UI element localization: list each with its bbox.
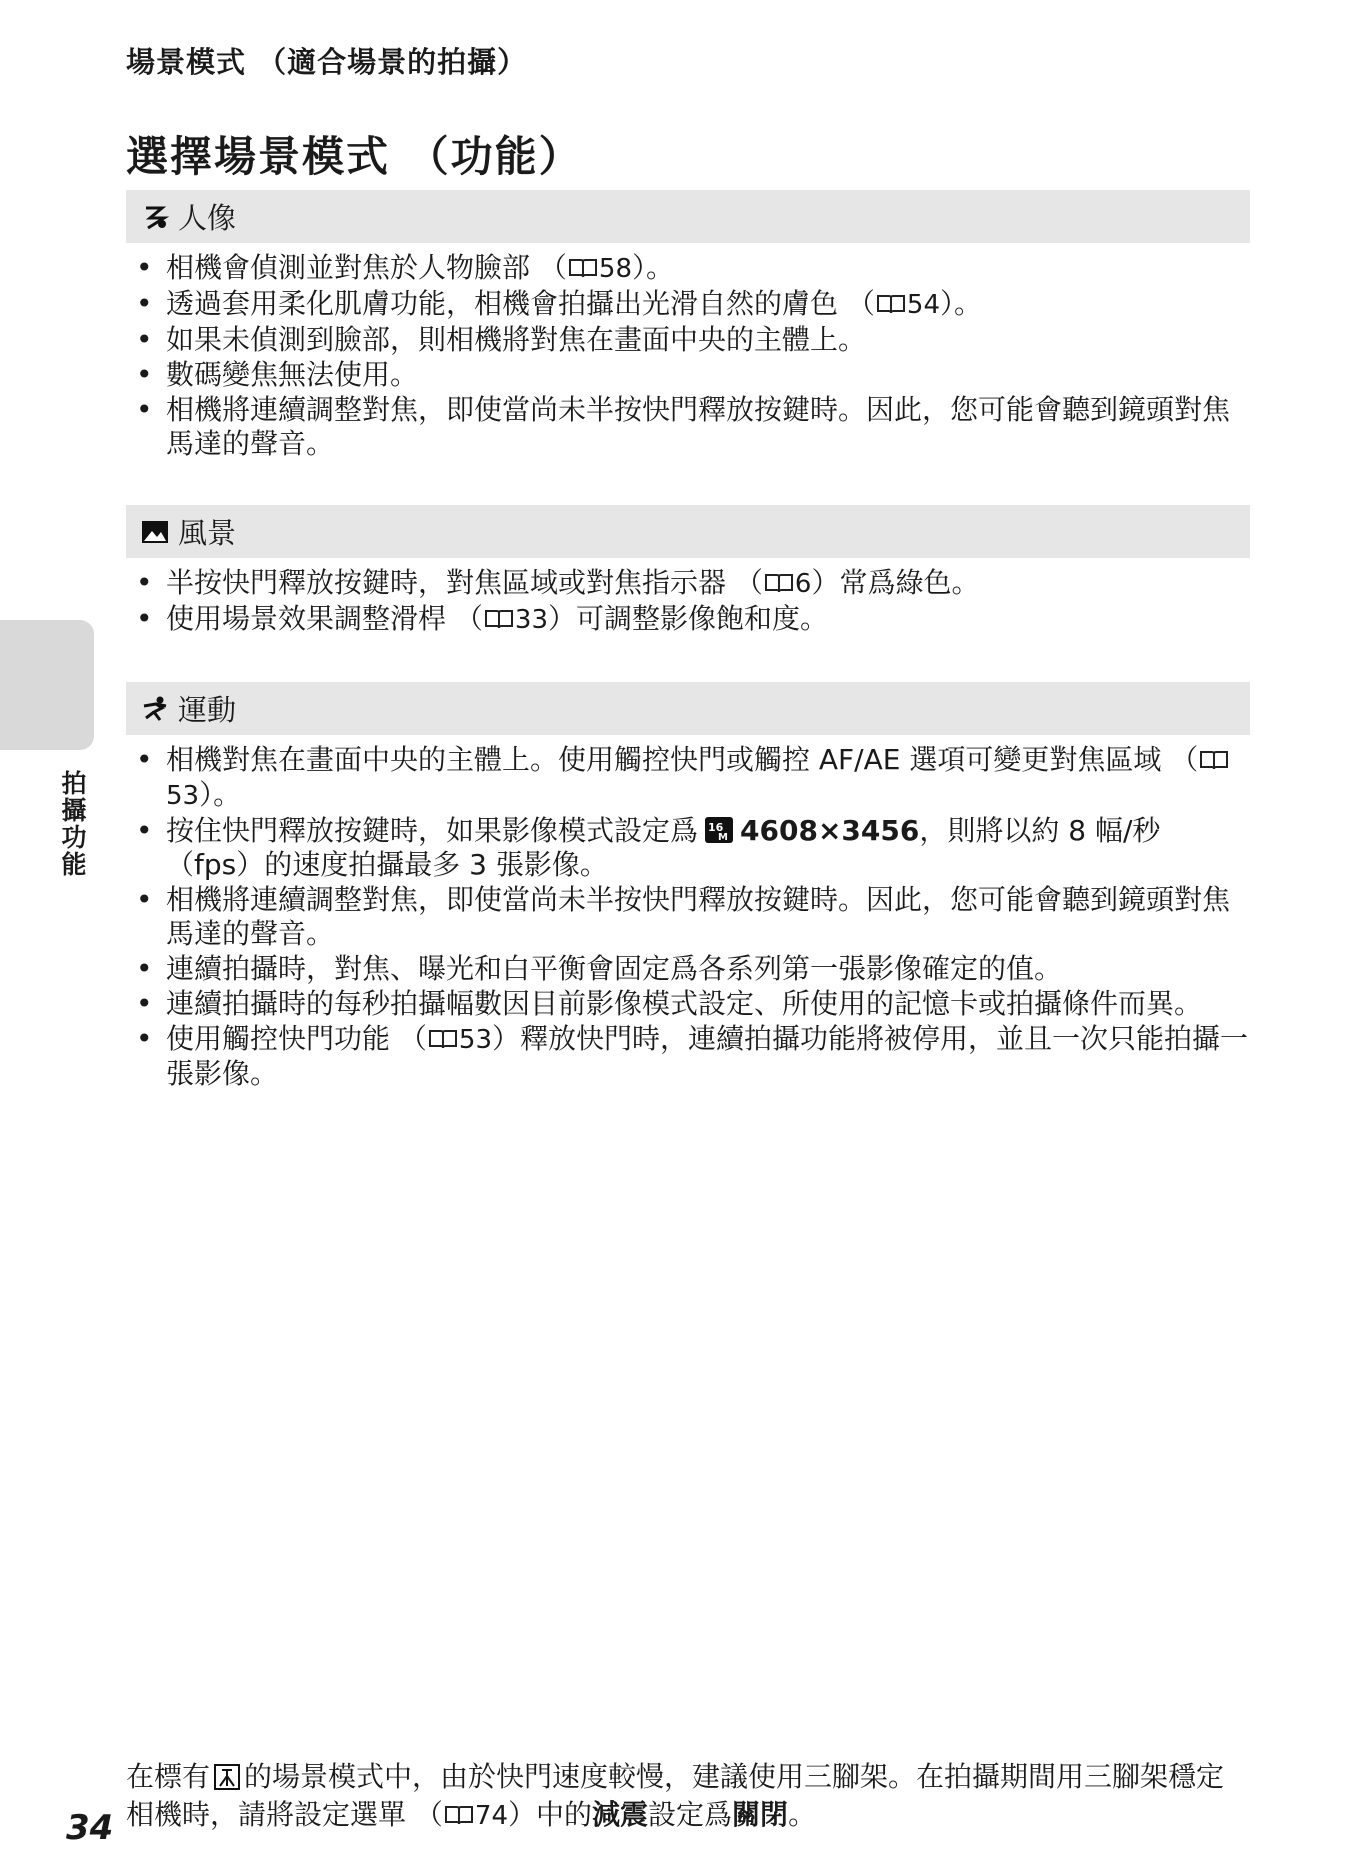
chapter-tab: [0, 620, 94, 750]
section-header-sports: [126, 682, 1250, 735]
image-mode-16m-icon: [704, 816, 734, 844]
list-item: • 半按快門釋放按鍵時，對焦區域或對焦指示器 （ 6）常爲綠色。: [126, 566, 1250, 601]
section-header-landscape: [126, 505, 1250, 558]
list-item: • 數碼變焦無法使用。: [126, 358, 1250, 392]
book-reference-icon: [1199, 749, 1229, 771]
book-reference-icon: [876, 293, 906, 315]
section-header-portrait: [126, 190, 1250, 243]
bullet-list: [126, 743, 1250, 1091]
list-item: • 如果未偵測到臉部，則相機將對焦在畫面中央的主體上。: [126, 323, 1250, 357]
running-header: 場景模式 （適合場景的拍攝）: [126, 45, 528, 79]
list-item: • 相機將連續調整對焦，即使當尚未半按快門釋放按鍵時。因此，您可能會聽到鏡頭對焦馬達的聲音。: [126, 883, 1250, 951]
list-item: • 透過套用柔化肌膚功能，相機會拍攝出光滑自然的膚色 （ 54）。: [126, 287, 1250, 322]
landscape-icon: [140, 517, 170, 547]
list-item: • 使用觸控快門功能 （ 53）釋放快門時，連續拍攝功能將被停用，並且一次只能拍攝一張影像。: [126, 1022, 1250, 1091]
section-portrait: [126, 190, 1250, 462]
svg-text:16: 16: [708, 821, 724, 834]
section-title: 運動: [178, 693, 237, 727]
tripod-icon: [214, 1764, 240, 1790]
book-reference-icon: [568, 257, 598, 279]
list-item: • 相機會偵測並對焦於人物臉部 （ 58）。: [126, 251, 1250, 286]
book-reference-icon: [444, 1804, 474, 1826]
svg-text:M: M: [718, 832, 728, 843]
list-item: • 相機對焦在畫面中央的主體上。使用觸控快門或觸控 AF/AE 選項可變更對焦區域 （53）。: [126, 743, 1250, 813]
section-title: 風景: [178, 516, 237, 550]
list-item: • 使用場景效果調整滑桿 （ 33）可調整影像飽和度。: [126, 602, 1250, 637]
list-item: • 連續拍攝時的每秒拍攝幅數因目前影像模式設定、所使用的記憶卡或拍攝條件而異。: [126, 987, 1250, 1021]
section-title: 人像: [178, 201, 237, 235]
page-number: 34: [66, 1808, 114, 1848]
book-reference-icon: [484, 608, 514, 630]
book-reference-icon: [764, 572, 794, 594]
bullet-list: [126, 566, 1250, 637]
page-title: 選擇場景模式 （功能）: [126, 132, 583, 181]
list-item: • 相機將連續調整對焦，即使當尚未半按快門釋放按鍵時。因此，您可能會聽到鏡頭對焦馬達的聲音。: [126, 393, 1250, 461]
sports-icon: [140, 694, 170, 724]
list-item: • 按住快門釋放按鍵時，如果影像模式設定爲 16 M 4608×3456，則將以約 8 幅/秒 （fps）的速度拍攝最多 3 張影像。: [126, 814, 1250, 882]
footnote: 在標有 的場景模式中，由於快門速度較慢，建議使用三腳架。在拍攝期間用三腳架穩定相機時，請將設定選單 （ 74）中的減震設定爲關閉。: [126, 1760, 1225, 1831]
section-sports: [126, 682, 1250, 1092]
bullet-list: [126, 251, 1250, 461]
list-item: • 連續拍攝時，對焦、曝光和白平衡會固定爲各系列第一張影像確定的值。: [126, 952, 1250, 986]
chapter-label: 拍攝功能: [58, 770, 87, 878]
section-landscape: [126, 505, 1250, 638]
book-reference-icon: [428, 1028, 458, 1050]
portrait-icon: [140, 202, 170, 232]
